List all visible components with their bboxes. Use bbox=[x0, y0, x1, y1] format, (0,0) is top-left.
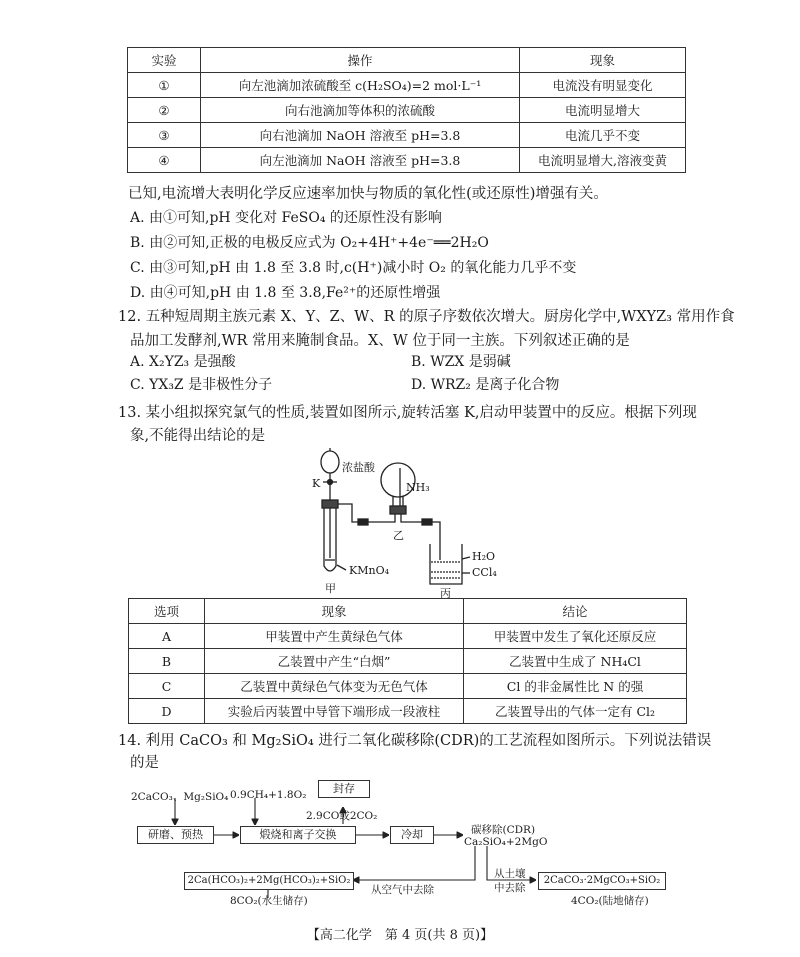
q11-option-c: C. 由③可知,pH 由 1.8 至 3.8 时,c(H⁺)减小时 O₂ 的氧化能力几乎不变 bbox=[130, 260, 577, 276]
flow-air-remove: 从空气中去除 bbox=[371, 884, 434, 896]
q13-table bbox=[128, 598, 687, 724]
q13-stem-cont: 象,不能得出结论的是 bbox=[130, 428, 266, 444]
table-header: 现象 bbox=[205, 599, 464, 624]
label-kmno4: KMnO₄ bbox=[349, 564, 389, 577]
table-row: ③ 向右池滴加 NaOH 溶液至 pH=3.8 电流几乎不变 bbox=[128, 123, 686, 148]
experiment-table bbox=[127, 47, 686, 173]
label-nh3: NH₃ bbox=[406, 481, 430, 494]
flow-carbonate-box: 2CaCO₃·2MgCO₃+SiO₂ bbox=[538, 872, 666, 890]
table-header: 实验 bbox=[128, 48, 201, 73]
flow-cool-box: 冷却 bbox=[390, 826, 434, 844]
flow-soil-remove-1: 从土壤 bbox=[494, 868, 526, 880]
q13-stem: 13. 某小组拟探究氯气的性质,装置如图所示,旋转活塞 K,启动甲装置中的反应。根据下列现 bbox=[118, 405, 697, 421]
q12-option-b: B. WZX 是弱碱 bbox=[411, 354, 511, 370]
table-header: 结论 bbox=[464, 599, 687, 624]
flow-input-1: 2CaCO₃、Mg₂SiO₄ bbox=[131, 791, 229, 803]
label-jia: 甲 bbox=[325, 582, 336, 595]
flow-calcine-box: 煅烧和离子交换 bbox=[240, 826, 356, 844]
flow-cdr-product: Ca₂SiO₄+2MgO bbox=[464, 836, 548, 848]
table-header: 现象 bbox=[520, 48, 686, 73]
flow-grind-box: 研磨、预热 bbox=[137, 826, 214, 844]
q12-stem: 12. 五种短周期主族元素 X、Y、Z、W、R 的原子序数依次增大。厨房化学中,WXYZ₃ 常用作食 bbox=[118, 309, 735, 325]
q12-stem-cont: 品加工发酵剂,WR 常用来腌制食品。X、W 位于同一主族。下列叙述正确的是 bbox=[130, 333, 630, 349]
q11-option-a: A. 由①可知,pH 变化对 FeSO₄ 的还原性没有影响 bbox=[130, 210, 442, 226]
flow-co-label: 2.9CO或2CO₂ bbox=[306, 810, 378, 822]
flow-soil-remove-2: 中去除 bbox=[494, 882, 526, 894]
flow-input-2: 0.9CH₄+1.8O₂ bbox=[230, 789, 307, 801]
table-row: A 甲装置中产生黄绿色气体 甲装置中发生了氧化还原反应 bbox=[129, 624, 687, 649]
q11-known: 已知,电流增大表明化学反应速率加快与物质的氧化性(或还原性)增强有关。 bbox=[128, 186, 608, 202]
table-row: C 乙装置中黄绿色气体变为无色气体 Cl 的非金属性比 N 的强 bbox=[129, 674, 687, 699]
q12-option-c: C. YX₃Z 是非极性分子 bbox=[130, 377, 273, 393]
q11-option-b: B. 由②可知,正极的电极反应式为 O₂+4H⁺+4e⁻══2H₂O bbox=[130, 235, 489, 251]
table-row: B 乙装置中产生“白烟” 乙装置中生成了 NH₄Cl bbox=[129, 649, 687, 674]
label-h2o: H₂O bbox=[472, 550, 496, 563]
flow-cdr-label: 碳移除(CDR) bbox=[471, 824, 536, 836]
flow-land-store: 4CO₂(陆地储存) bbox=[571, 895, 649, 907]
label-conc-hcl: 浓盐酸 bbox=[342, 461, 375, 474]
table-row: D 实验后丙装置中导管下端形成一段液柱 乙装置导出的气体一定有 Cl₂ bbox=[129, 699, 687, 724]
table-header: 选项 bbox=[129, 599, 205, 624]
table-header: 操作 bbox=[201, 48, 520, 73]
q11-option-d: D. 由④可知,pH 由 1.8 至 3.8,Fe²⁺的还原性增强 bbox=[130, 285, 441, 301]
table-row: ④ 向左池滴加 NaOH 溶液至 pH=3.8 电流明显增大,溶液变黄 bbox=[128, 148, 686, 173]
q14-stem: 14. 利用 CaCO₃ 和 Mg₂SiO₄ 进行二氧化碳移除(CDR)的工艺流程如图所示。下列说法错误 bbox=[118, 733, 712, 749]
label-ccl4: CCl₄ bbox=[472, 566, 497, 579]
flow-bicarbonate-box: 2Ca(HCO₃)₂+2Mg(HCO₃)₂+SiO₂ bbox=[184, 872, 354, 890]
label-k: K bbox=[312, 477, 321, 490]
q12-option-a: A. X₂YZ₃ 是强酸 bbox=[130, 354, 236, 370]
q12-option-d: D. WRZ₂ 是离子化合物 bbox=[411, 377, 560, 393]
table-row: ① 向左池滴加浓硫酸至 c(H₂SO₄)=2 mol·L⁻¹ 电流没有明显变化 bbox=[128, 73, 686, 98]
page-footer: 【高二化学 第 4 页(共 8 页)】 bbox=[306, 928, 494, 943]
label-bing: 丙 bbox=[440, 587, 451, 600]
table-row: ② 向右池滴加等体积的浓硫酸 电流明显增大 bbox=[128, 98, 686, 123]
flow-water-store: 8CO₂(水生储存) bbox=[230, 895, 308, 907]
label-yi: 乙 bbox=[393, 529, 404, 542]
q14-stem-cont: 的是 bbox=[130, 755, 159, 771]
flow-store-box: 封存 bbox=[318, 780, 370, 798]
